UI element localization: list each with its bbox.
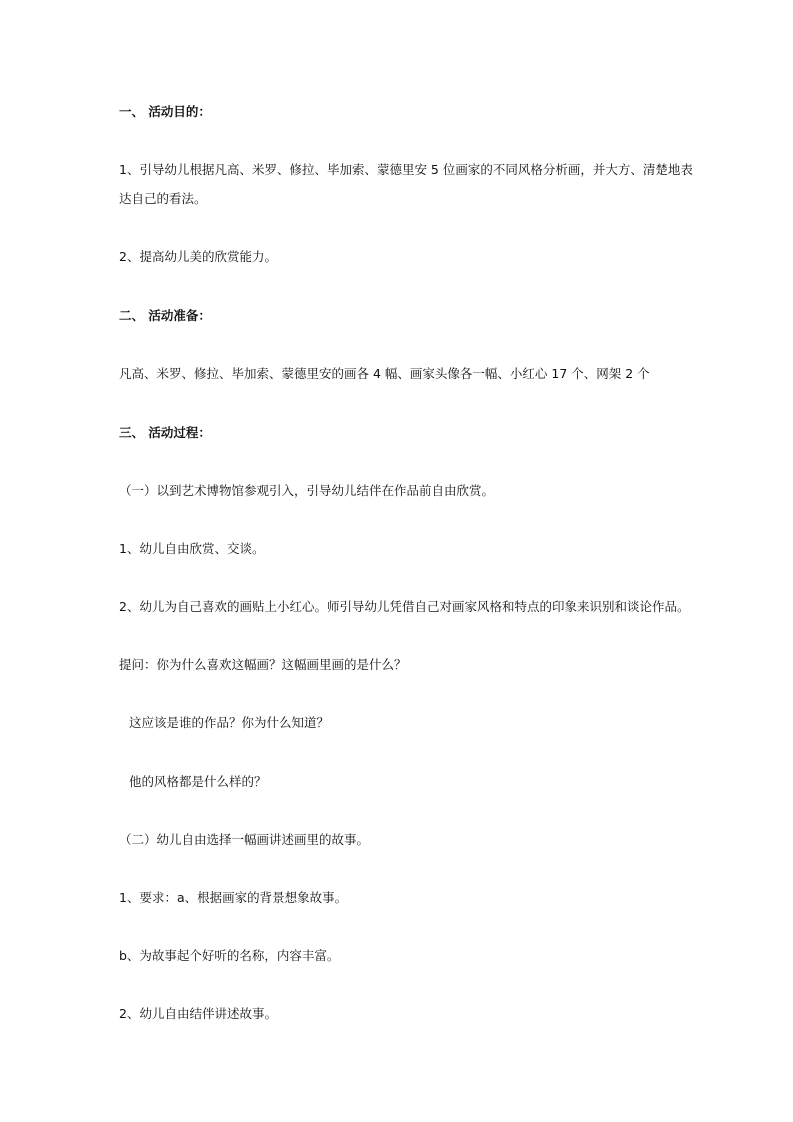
paragraph-question-3: 他的风格都是什么样的？ (129, 774, 267, 789)
paragraph-story-telling: 2、幼儿自由结伴讲述故事。 (119, 1006, 277, 1021)
section-heading-process: 三、 活动过程： (119, 425, 211, 440)
paragraph-step-2: 2、幼儿为自己喜欢的画贴上小红心。师引导幼儿凭借自己对画家风格和特点的印象来识别和谈论作品。 (119, 599, 690, 614)
paragraph-requirement-a: 1、要求：a、根据画家的背景想象故事。 (119, 890, 348, 905)
subsection-heading-1: （一）以到艺术博物馆参观引入，引导幼儿结伴在作品前自由欣赏。 (119, 483, 495, 498)
paragraph-step-1: 1、幼儿自由欣赏、交谈。 (119, 541, 265, 556)
paragraph-goal-1: 1、引导幼儿根据凡高、米罗、修拉、毕加索、蒙德里安 5 位画家的不同风格分析画，并大方、清楚地表 (119, 162, 693, 177)
paragraph-materials: 凡高、米罗、修拉、毕加索、蒙德里安的画各 4 幅、画家头像各一幅、小红心 17 个、网架 2 个 (119, 366, 650, 381)
paragraph-goal-2: 2、提高幼儿美的欣赏能力。 (119, 249, 277, 264)
paragraph-question-2: 这应该是谁的作品？你为什么知道？ (129, 715, 330, 730)
section-heading-goals: 一、 活动目的： (119, 104, 211, 119)
paragraph-goal-1-cont: 达自己的看法。 (119, 191, 207, 206)
paragraph-requirement-b: b、为故事起个好听的名称，内容丰富。 (119, 948, 340, 963)
paragraph-question-1: 提问：你为什么喜欢这幅画？这幅画里画的是什么？ (119, 657, 407, 672)
subsection-heading-2: （二）幼儿自由选择一幅画讲述画里的故事。 (119, 832, 370, 847)
section-heading-preparation: 二、 活动准备： (119, 308, 211, 323)
